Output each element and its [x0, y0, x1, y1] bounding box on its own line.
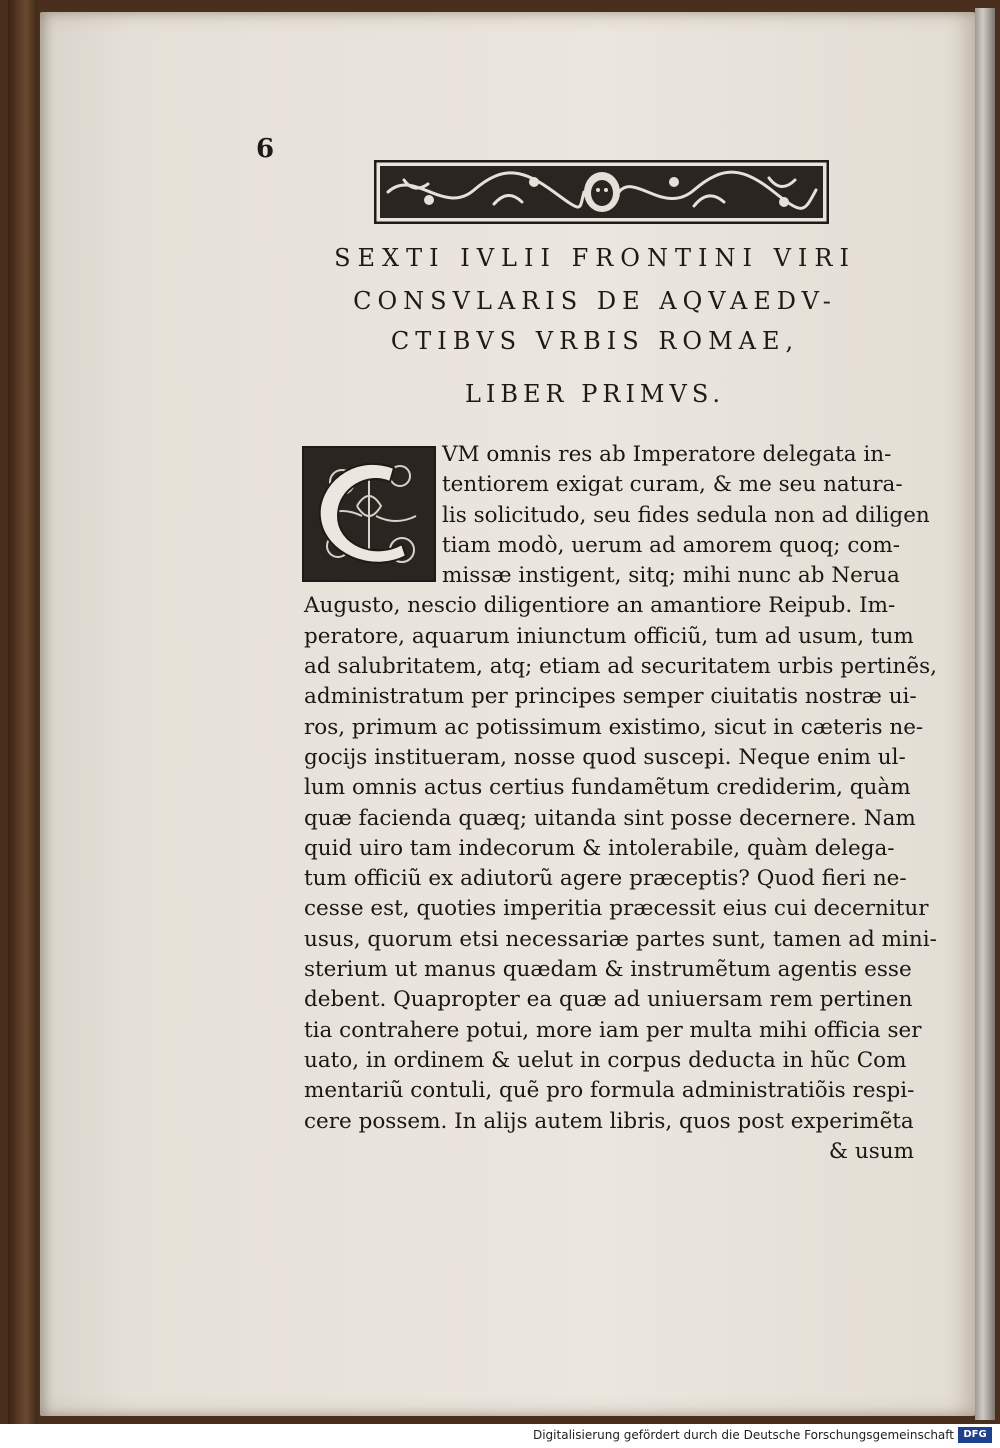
text-line: Augusto, nescio diligentiore an amantiore Reipub. Im- — [304, 593, 896, 619]
catchword: & usum — [828, 1138, 914, 1164]
text-line: usus, quorum etsi necessariæ partes sunt, tamen ad mini- — [304, 926, 937, 952]
woodcut-ornament — [374, 160, 829, 224]
text-line: debent. Quapropter ea quæ ad uniuersam rem pertinen — [304, 987, 913, 1013]
footer-bar — [0, 1424, 1000, 1448]
text-line: tum officiũ ex adiutorũ agere præceptis? Quod fieri ne- — [304, 866, 907, 892]
text-line: tiam modò, uerum ad amorem quoq; com- — [442, 532, 900, 558]
page-number: 6 — [256, 134, 275, 164]
text-line: administratum per principes semper ciuitatis nostræ ui- — [304, 684, 917, 710]
title-line-1: SEXTI IVLII FRONTINI VIRI — [334, 244, 856, 272]
title-line-3: CTIBVS VRBIS ROMAE, — [390, 327, 800, 355]
text-line: tia contrahere potui, more iam per multa mihi officia ser — [304, 1017, 922, 1043]
text-line: uato, in ordinem & uelut in corpus deducta in hũc Com — [304, 1047, 907, 1073]
text-line: VM omnis res ab Imperatore delegata in- — [442, 442, 892, 467]
text-line: tentiorem exigat curam, & me seu natura- — [442, 472, 903, 498]
text-line: quid uiro tam indecorum & intolerabile, quàm delega- — [304, 835, 895, 861]
page-edge — [975, 8, 995, 1420]
text-line: lum omnis actus certius fundamẽtum crediderim, quàm — [304, 775, 911, 801]
book-heading: LIBER PRIMVS. — [464, 380, 726, 408]
text-line: lis solicitudo, seu fides sedula non ad diligen — [442, 502, 930, 528]
text-line: ad salubritatem, atq; etiam ad securitatem urbis pertinẽs, — [304, 654, 937, 680]
text-line: mentariũ contuli, quẽ pro formula administratiõis respi- — [304, 1078, 915, 1104]
text-line: quæ facienda quæq; uitanda sint posse decernere. Nam — [304, 805, 916, 831]
text-line: peratore, aquarum iniunctum officiũ, tum ad usum, tum — [304, 623, 914, 649]
text-line: gocijs institueram, nosse quod suscepi. Neque enim ul- — [304, 744, 906, 770]
body-text — [304, 440, 937, 1167]
text-line: missæ instigent, sitq; mihi nunc ab Nerua — [442, 563, 900, 589]
text-line: sterium ut manus quædam & instrumẽtum agentis esse — [304, 957, 912, 983]
text-line: cere possem. In alijs autem libris, quos post experimẽta — [304, 1108, 914, 1134]
book-spine — [8, 0, 38, 1424]
text-line: cesse est, quoties imperitia præcessit eius cui decernitur — [304, 896, 929, 922]
text-line: ros, primum ac potissimum existimo, sicut in cæteris ne- — [304, 714, 924, 740]
dfg-logo: DFG — [958, 1427, 992, 1443]
title-line-2: CONSVLARIS DE AQVAEDV- — [353, 287, 837, 315]
funding-credit: Digitalisierung gefördert durch die Deutsche Forschungsgemeinschaft — [532, 1428, 954, 1442]
